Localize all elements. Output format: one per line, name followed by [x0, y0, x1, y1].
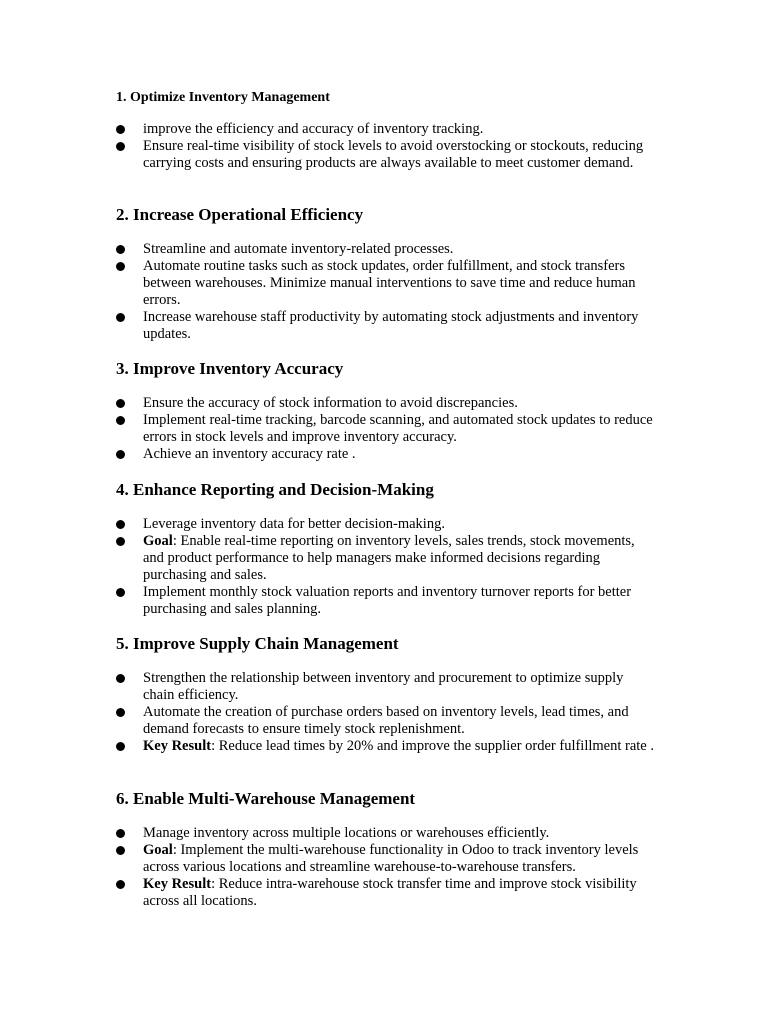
bullet-icon	[116, 537, 125, 546]
list-item: Strengthen the relationship between inventory and procurement to optimize supply chain efficiency.	[116, 670, 656, 704]
list-item: Achieve an inventory accuracy rate .	[116, 446, 656, 463]
list-item: Ensure the accuracy of stock information to avoid discrepancies.	[116, 395, 656, 412]
section-title: 1. Optimize Inventory Management	[116, 90, 330, 105]
section-title: 3. Improve Inventory Accuracy	[116, 359, 344, 378]
bullet-icon	[116, 588, 125, 597]
list-item: Implement real-time tracking, barcode scanning, and automated stock updates to reduce errors in stock levels and improve inventory accuracy.	[116, 412, 656, 446]
bullet-icon	[116, 708, 125, 717]
list-item: Automate the creation of purchase orders based on inventory levels, lead times, and demand forecasts to ensure timely stock replenishment.	[116, 704, 656, 738]
section-title: 2. Increase Operational Efficiency	[116, 205, 364, 224]
list-item: Leverage inventory data for better decision-making.	[116, 516, 656, 533]
goal-label: Goal	[143, 842, 173, 858]
bullet-icon	[116, 142, 125, 151]
list-item: Goal: Implement the multi-warehouse functionality in Odoo to track inventory levels across various locations and streamline warehouse-to-warehouse transfers.	[116, 842, 656, 876]
section-title: 5. Improve Supply Chain Management	[116, 634, 399, 653]
list-item: Key Result: Reduce lead times by 20% and improve the supplier order fulfillment rate .	[116, 738, 656, 755]
section-2	[116, 205, 656, 343]
section-6	[116, 789, 656, 910]
bullet-icon	[116, 245, 125, 254]
list-item: Implement monthly stock valuation reports and inventory turnover reports for better purchasing and sales planning.	[116, 584, 656, 618]
bullet-icon	[116, 846, 125, 855]
bullet-icon	[116, 829, 125, 838]
section-4	[116, 480, 656, 618]
bullet-icon	[116, 742, 125, 751]
bullet-icon	[116, 674, 125, 683]
list-item: Ensure real-time visibility of stock levels to avoid overstocking or stockouts, reducing carrying costs and ensuring products are always available to meet customer demand.	[116, 138, 656, 172]
section-3	[116, 359, 656, 463]
bullet-icon	[116, 450, 125, 459]
key-result-label: Key Result	[143, 876, 212, 892]
key-result-label: Key Result	[143, 738, 212, 754]
bullet-icon	[116, 520, 125, 529]
list-item: improve the efficiency and accuracy of inventory tracking.	[116, 121, 656, 138]
bullet-list	[116, 241, 656, 343]
goal-label: Goal	[143, 533, 173, 549]
bullet-icon	[116, 262, 125, 271]
list-item: Manage inventory across multiple locations or warehouses efficiently.	[116, 825, 656, 842]
list-item: Automate routine tasks such as stock updates, order fulfillment, and stock transfers between warehouses. Minimize manual interventions to save time and reduce human errors.	[116, 258, 656, 309]
list-item: Streamline and automate inventory-related processes.	[116, 241, 656, 258]
bullet-list	[116, 121, 656, 172]
list-item: Key Result: Reduce intra-warehouse stock transfer time and improve stock visibility across all locations.	[116, 876, 656, 910]
section-5	[116, 634, 656, 755]
list-item: Increase warehouse staff productivity by automating stock adjustments and inventory updates.	[116, 309, 656, 343]
bullet-list	[116, 395, 656, 463]
bullet-icon	[116, 399, 125, 408]
section-title: 4. Enhance Reporting and Decision-Making	[116, 480, 434, 499]
bullet-icon	[116, 416, 125, 425]
list-item: Goal: Enable real-time reporting on inventory levels, sales trends, stock movements, and product performance to help managers make informed decisions regarding purchasing and sales.	[116, 533, 656, 584]
section-1	[116, 88, 656, 172]
bullet-icon	[116, 880, 125, 889]
bullet-icon	[116, 125, 125, 134]
bullet-list	[116, 825, 656, 910]
bullet-icon	[116, 313, 125, 322]
section-title: 6. Enable Multi-Warehouse Management	[116, 789, 416, 808]
bullet-list	[116, 516, 656, 618]
bullet-list	[116, 670, 656, 755]
